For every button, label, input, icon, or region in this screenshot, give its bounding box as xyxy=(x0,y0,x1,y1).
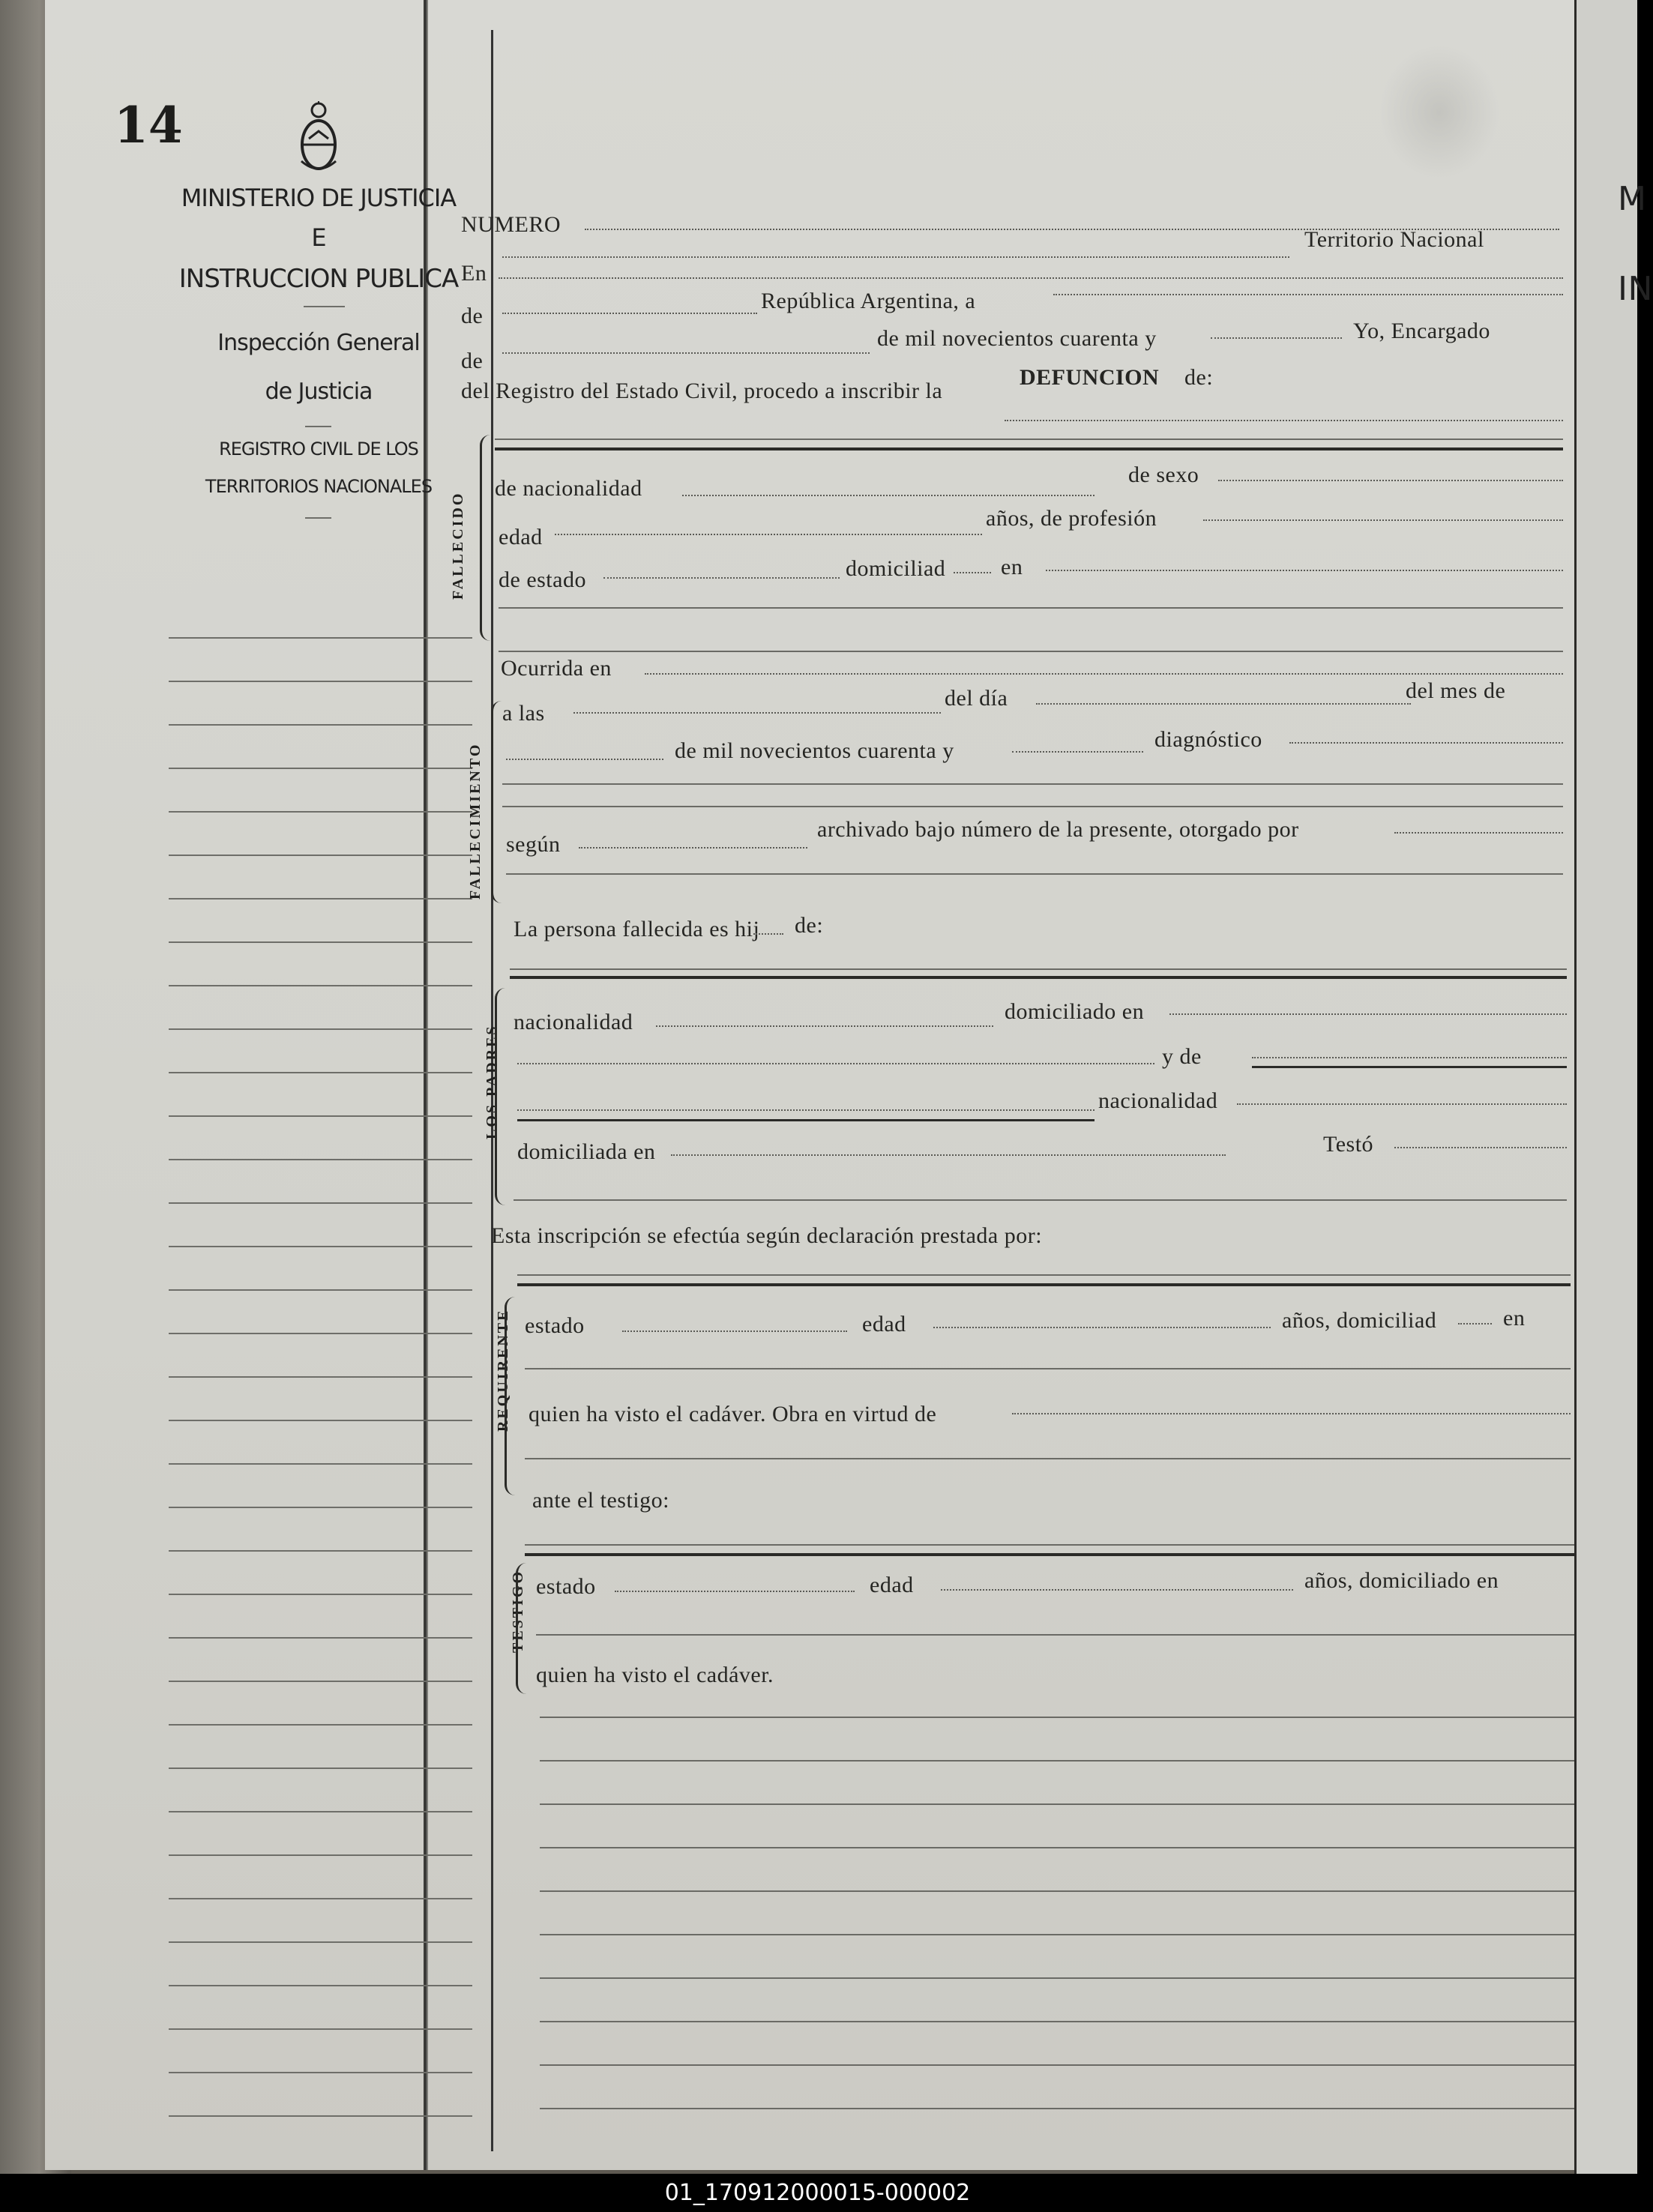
label-segun: según xyxy=(506,832,561,857)
margin-ruled-line xyxy=(169,1376,472,1378)
margin-ruled-line xyxy=(169,1202,472,1204)
margin-ruled-line xyxy=(169,2072,472,2073)
label-r-edad: edad xyxy=(862,1312,906,1336)
label-domiciliad: domiciliad xyxy=(846,556,946,581)
adjacent-page-edge xyxy=(1574,0,1653,2174)
label-p-nacionalidad-2: nacionalidad xyxy=(1098,1088,1218,1113)
department-name-2: de Justicia xyxy=(265,379,373,405)
label-r-estado: estado xyxy=(525,1313,585,1338)
margin-ruled-line xyxy=(169,941,472,943)
margin-ruled-line xyxy=(169,811,472,813)
margin-ruled-line xyxy=(169,1507,472,1508)
label-territorio: Territorio Nacional xyxy=(1304,227,1484,252)
label-encargado: Yo, Encargado xyxy=(1353,319,1490,343)
left-margin-column xyxy=(45,0,427,2170)
registry-name-2: TERRITORIOS NACIONALES xyxy=(205,476,433,497)
label-republica: República Argentina, a xyxy=(761,289,976,313)
margin-ruled-line xyxy=(169,768,472,769)
margin-ruled-line xyxy=(169,1724,472,1726)
label-archivado: archivado bajo número de la presente, otorgado por xyxy=(817,817,1299,842)
label-de-colon: de: xyxy=(1184,365,1214,390)
ruled-line xyxy=(540,1977,1578,1979)
ruled-line xyxy=(540,1847,1578,1848)
margin-ruled-line xyxy=(169,2115,472,2117)
label-testo: Testó xyxy=(1323,1132,1374,1157)
margin-ruled-line xyxy=(169,637,472,639)
margin-ruled-line xyxy=(169,1681,472,1682)
margin-ruled-line xyxy=(169,1246,472,1247)
margin-ruled-line xyxy=(169,1420,472,1421)
ministry-name: MINISTERIO DE JUSTICIA xyxy=(181,184,457,212)
register-page xyxy=(45,0,1574,2170)
section-fallecido: FALLECIDO xyxy=(450,491,466,600)
label-t-anos: años, domiciliado en xyxy=(1304,1568,1499,1593)
margin-ruled-line xyxy=(169,1028,472,1030)
margin-ruled-line xyxy=(169,1115,472,1117)
margin-ruled-line xyxy=(169,1159,472,1160)
label-diagnostico: diagnóstico xyxy=(1154,727,1262,752)
label-t-edad: edad xyxy=(870,1573,914,1597)
label-t-visto: quien ha visto el cadáver. xyxy=(536,1663,774,1687)
label-estado: de estado xyxy=(499,567,586,592)
registry-name: REGISTRO CIVIL DE LOS xyxy=(219,439,418,459)
adjacent-letter-2: IN xyxy=(1618,270,1653,308)
label-registro: del Registro del Estado Civil, procedo a inscribir la xyxy=(461,379,943,403)
section-padres: LOS PADRES xyxy=(484,1024,500,1139)
label-de-1: de xyxy=(461,304,484,328)
label-domiciliada: domiciliada en xyxy=(517,1139,656,1164)
label-r-anos: años, domiciliad xyxy=(1282,1308,1437,1333)
label-persona-de: de: xyxy=(795,913,824,938)
ruled-line xyxy=(540,1890,1578,1892)
label-en-2: en xyxy=(1001,555,1023,579)
label-nacionalidad: de nacionalidad xyxy=(495,476,642,501)
label-mil-2: de mil novecientos cuarenta y xyxy=(675,738,954,763)
margin-ruled-line xyxy=(169,1898,472,1899)
ruled-line xyxy=(540,2108,1578,2109)
ruled-line xyxy=(540,2064,1578,2066)
label-ante: ante el testigo: xyxy=(532,1488,669,1513)
label-del-dia: del día xyxy=(945,686,1008,711)
label-r-visto: quien ha visto el cadáver. Obra en virtud de xyxy=(529,1402,937,1426)
label-ocurrida: Ocurrida en xyxy=(501,656,612,681)
label-edad: edad xyxy=(499,525,543,549)
label-p-domiciliado: domiciliado en xyxy=(1005,999,1145,1024)
margin-ruled-line xyxy=(169,1550,472,1552)
ministry-conjunction: E xyxy=(311,223,326,252)
margin-ruled-line xyxy=(169,1637,472,1639)
label-p-nacionalidad: nacionalidad xyxy=(514,1010,633,1034)
label-t-estado: estado xyxy=(536,1574,596,1599)
margin-ruled-line xyxy=(169,1854,472,1856)
margin-ruled-line xyxy=(169,724,472,726)
margin-ruled-line xyxy=(169,1985,472,1986)
label-en: En xyxy=(461,261,487,286)
page-number: 14 xyxy=(114,96,183,154)
ruled-line xyxy=(540,1803,1578,1805)
ruled-line xyxy=(540,1934,1578,1935)
image-id-footer: 01_170912000015-000002 xyxy=(0,2174,1635,2212)
margin-ruled-line xyxy=(169,681,472,682)
margin-ruled-line xyxy=(169,898,472,899)
label-anos-profesion: años, de profesión xyxy=(986,506,1157,531)
margin-ruled-line xyxy=(169,1289,472,1291)
label-persona: La persona fallecida es hij xyxy=(514,917,760,941)
adjacent-letter-1: M xyxy=(1618,180,1647,218)
margin-ruled-line xyxy=(169,2028,472,2030)
margin-ruled-line xyxy=(169,855,472,856)
label-a-las: a las xyxy=(502,701,545,726)
margin-ruled-line xyxy=(169,1768,472,1769)
label-y-de: y de xyxy=(1162,1044,1202,1069)
label-r-en: en xyxy=(1503,1306,1526,1330)
label-numero: NUMERO xyxy=(461,212,561,237)
margin-ruled-line xyxy=(169,1072,472,1073)
ruled-line xyxy=(540,1717,1578,1718)
section-requirente: REQUIRENTE xyxy=(495,1308,511,1432)
label-sexo: de sexo xyxy=(1128,462,1199,487)
bleed-through-stain xyxy=(1379,45,1499,180)
ruled-line xyxy=(540,1760,1578,1762)
margin-ruled-line xyxy=(169,1463,472,1465)
label-inscripcion: Esta inscripción se efectúa según declaración prestada por: xyxy=(491,1223,1043,1248)
label-defuncion: DEFUNCION xyxy=(1020,365,1160,390)
margin-ruled-line xyxy=(169,1941,472,1943)
label-de-2: de xyxy=(461,349,484,373)
argentine-coat-of-arms-icon xyxy=(292,101,345,176)
margin-ruled-line xyxy=(169,1811,472,1812)
ruled-line xyxy=(540,2021,1578,2022)
ministry-name-2: INSTRUCCION PUBLICA xyxy=(178,264,459,294)
section-fallecimiento: FALLECIMIENTO xyxy=(467,742,484,899)
label-mil: de mil novecientos cuarenta y xyxy=(877,326,1157,351)
margin-ruled-line xyxy=(169,1594,472,1595)
section-testigo: TESTIGO xyxy=(510,1569,526,1653)
margin-ruled-line xyxy=(169,1333,472,1334)
label-del-mes: del mes de xyxy=(1406,678,1506,703)
department-name: Inspección General xyxy=(217,330,420,356)
margin-ruled-line xyxy=(169,985,472,986)
